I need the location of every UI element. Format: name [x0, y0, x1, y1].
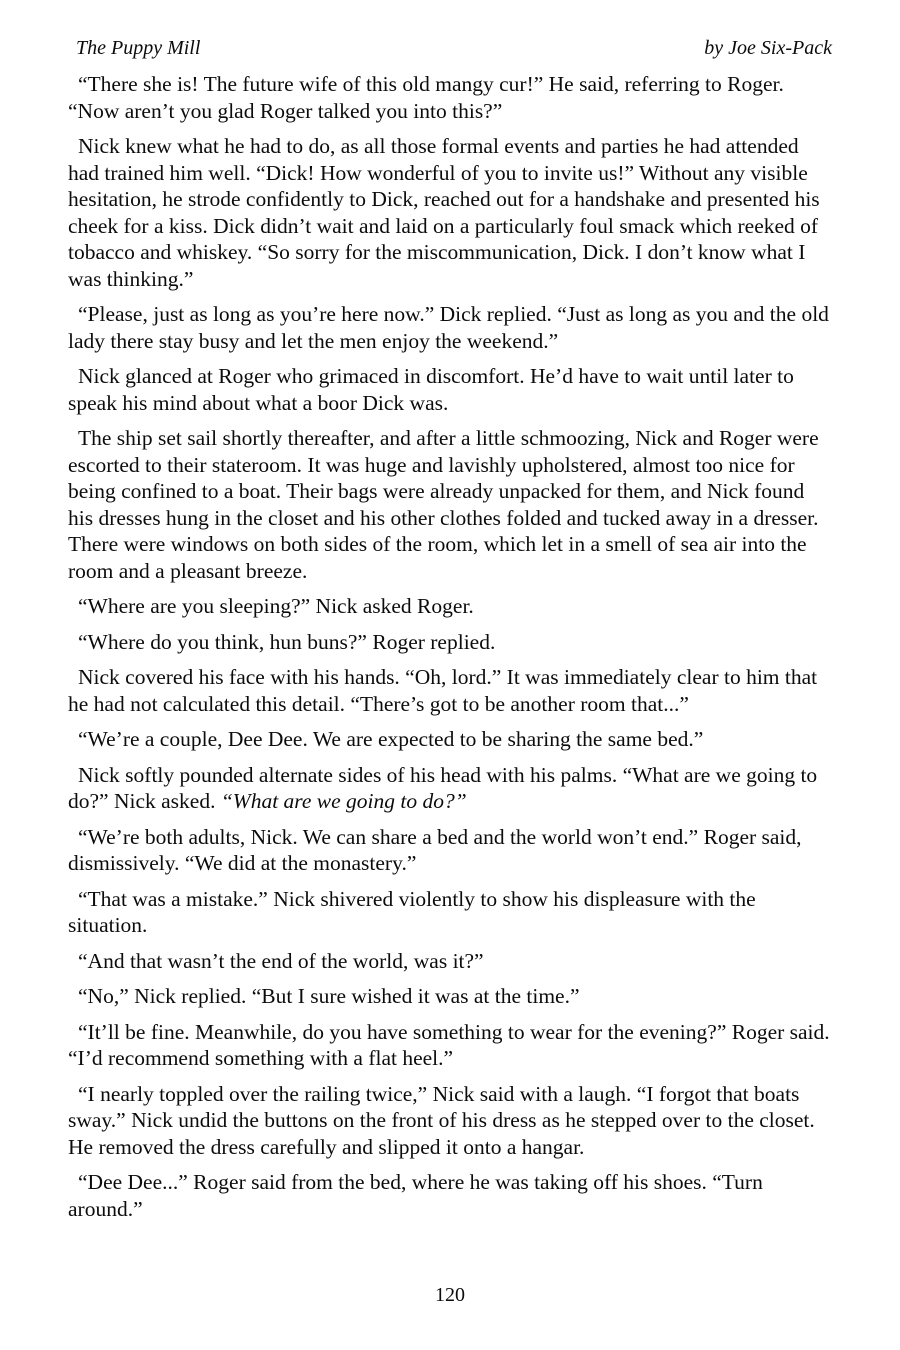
text-run: “And that wasn’t the end of the world, was it?”	[78, 948, 484, 973]
text-run: Nick covered his face with his hands. “Oh, lord.” It was immediately clear to him that he had not calculated this detail. “There’s got to be another room that...”	[68, 665, 818, 716]
text-run: “It’ll be fine. Meanwhile, do you have something to wear for the evening?” Roger said. “I’d recommend something with a flat heel.”	[68, 1019, 830, 1070]
text-run: “Please, just as long as you’re here now.” Dick replied. “Just as long as you and the old lady there stay busy and let the men enjoy the weekend.”	[68, 302, 829, 353]
paragraph	[68, 983, 833, 1010]
page-body	[68, 71, 833, 1231]
paragraph	[68, 1019, 833, 1072]
text-run: “We’re both adults, Nick. We can share a bed and the world won’t end.” Roger said, dismissively. “We did at the monastery.”	[68, 824, 802, 875]
text-run: “That was a mistake.” Nick shivered violently to show his displeasure with the situation.	[68, 886, 756, 937]
paragraph	[68, 824, 833, 877]
paragraph	[68, 664, 833, 717]
paragraph	[68, 629, 833, 656]
paragraph	[68, 1081, 833, 1161]
italic-text-run: “What are we going to do?”	[220, 789, 467, 813]
text-run: Nick knew what he had to do, as all those formal events and parties he had attended had trained him well. “Dick! How wonderful of you to invite us!” Without any visible hesitation, he strode confidently to Dick, reached out for a handshake and presented his cheek for a kiss. Dick didn’t wait and laid on a particularly foul smack which reeked of tobacco and whiskey. “So sorry for the miscommunication, Dick. I don’t know what I was thinking.”	[68, 134, 820, 291]
paragraph	[68, 71, 833, 124]
text-run: The ship set sail shortly thereafter, and after a little schmoozing, Nick and Roger were escorted to their stateroom. It was huge and lavishly upholstered, almost too nice for being confined to a boat. Their bags were already unpacked for them, and Nick found his dresses hung in the closet and his other clothes folded and tucked away in a dresser. There were windows on both sides of the room, which let in a smell of sea air into the room and a pleasant breeze.	[68, 426, 819, 583]
paragraph	[68, 948, 833, 975]
text-run: Nick softly pounded alternate sides of his head with his palms. “What are we going to do?” Nick asked.	[68, 762, 818, 813]
paragraph	[68, 1169, 833, 1222]
text-run: “Where are you sleeping?” Nick asked Roger.	[78, 594, 474, 618]
text-run: Nick glanced at Roger who grimaced in discomfort. He’d have to wait until later to speak his mind about what a boor Dick was.	[68, 364, 794, 415]
paragraph	[68, 425, 833, 584]
paragraph	[68, 301, 833, 354]
page-number: 120	[435, 1284, 465, 1306]
text-run: “We’re a couple, Dee Dee. We are expected to be sharing the same bed.”	[78, 727, 704, 751]
paragraph	[68, 133, 833, 292]
text-run: “Where do you think, hun buns?” Roger replied.	[78, 629, 496, 654]
paragraph	[68, 593, 833, 620]
paragraph	[68, 363, 833, 416]
author-credit: by Joe Six-Pack	[704, 37, 832, 59]
paragraph	[68, 726, 833, 753]
running-header	[76, 36, 832, 60]
text-run: “No,” Nick replied. “But I sure wished it was at the time.”	[78, 984, 580, 1008]
text-run: “I nearly toppled over the railing twice,” Nick said with a laugh. “I forgot that boats sway.” Nick undid the buttons on the front of his dress as he stepped over to the closet. He removed the dress carefully and slipped it onto a hangar.	[68, 1081, 815, 1159]
text-run: “Dee Dee...” Roger said from the bed, where he was taking off his shoes. “Turn around.”	[68, 1170, 763, 1221]
paragraph	[68, 762, 833, 815]
text-run: “There she is! The future wife of this old mangy cur!” He said, referring to Roger. “Now aren’t you glad Roger talked you into this?”	[68, 72, 784, 123]
paragraph	[68, 886, 833, 939]
book-title: The Puppy Mill	[76, 37, 201, 59]
